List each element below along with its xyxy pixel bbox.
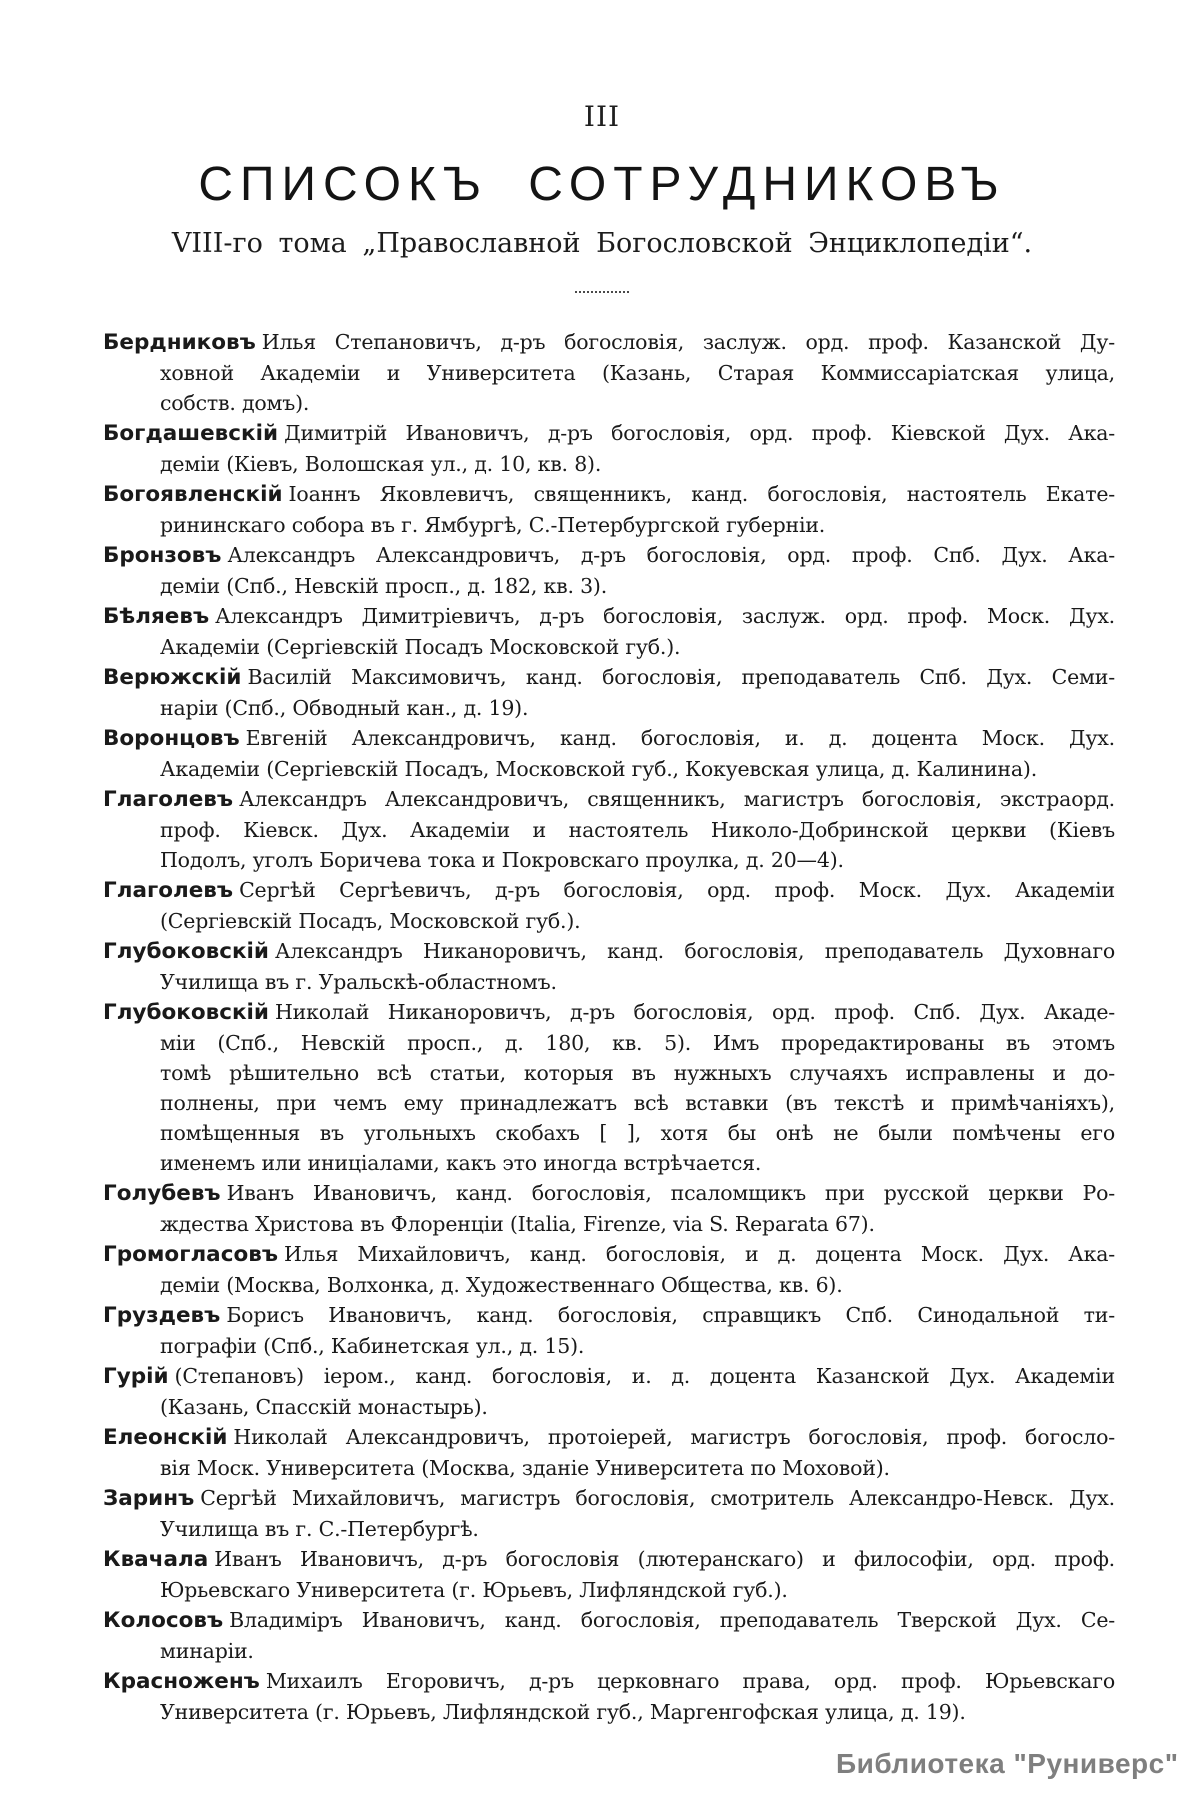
contributor-entry — [103, 1178, 1115, 1239]
contributor-entry — [103, 540, 1115, 601]
entry-line: Колосовъ Владиміръ Ивановичъ, канд. богословія, преподаватель Тверской Дух. Се- — [103, 1608, 1115, 1633]
contributor-entry — [103, 1605, 1115, 1666]
entry-line: рининскаго собора въ г. Ямбургѣ, С.-Петербургской губерніи. — [160, 513, 826, 537]
page-subtitle: VIII-го тома „Православной Богословской Энциклопедіи“. — [171, 228, 1033, 259]
entry-line: пографіи (Спб., Кабинетская ул., д. 15). — [160, 1334, 585, 1358]
entry-line: Подолъ, уголъ Боричева тока и Покровскаго проулка, д. 20—4). — [160, 848, 844, 872]
entry-line: Красноженъ Михаилъ Егоровичъ, д-ръ церковнаго права, орд. проф. Юрьевскаго — [103, 1669, 1115, 1694]
entry-line: Воронцовъ Евгеній Александровичъ, канд. богословія, и. д. доцента Моск. Дух. — [103, 726, 1115, 751]
contributor-name: Богдашевскій — [103, 421, 279, 446]
entry-line: ждества Христова въ Флоренціи (Italia, Firenze, via S. Reparata 67). — [160, 1212, 875, 1236]
contributor-list — [103, 327, 1115, 1727]
contributor-name: Бердниковъ — [103, 330, 256, 355]
contributor-entry — [103, 1483, 1115, 1544]
entry-line: проф. Кіевск. Дух. Академіи и настоятель Николо-Добринской церкви (Кіевъ — [160, 818, 1115, 842]
contributor-name: Красноженъ — [103, 1669, 260, 1694]
entry-line: Глубоковскій Александръ Никаноровичъ, канд. богословія, преподаватель Духовнаго — [103, 939, 1115, 964]
entry-line: Академіи (Сергіевскій Посадъ, Московской губ., Кокуевская улица, д. Калинина). — [160, 757, 1038, 781]
contributor-name: Колосовъ — [103, 1608, 224, 1633]
contributor-entry — [103, 1300, 1115, 1361]
entry-line: полнены, при чемъ ему принадлежатъ всѣ вставки (въ текстѣ и примѣчаніяхъ), — [160, 1091, 1115, 1115]
entry-line: Гурій (Степановъ) іером., канд. богословія, и. д. доцента Казанской Дух. Академіи — [103, 1364, 1115, 1389]
entry-line: (Казань, Спасскій монастырь). — [160, 1395, 488, 1419]
contributor-entry — [103, 1422, 1115, 1483]
entry-line: Университета (г. Юрьевъ, Лифляндской губ., Маргенгофская улица, д. 19). — [160, 1700, 966, 1724]
entry-line: Богоявленскій Іоаннъ Яковлевичъ, священникъ, канд. богословія, настоятель Екате- — [103, 482, 1115, 507]
entry-line: Училища въ г. Уральскѣ-областномъ. — [160, 970, 557, 994]
contributor-entry — [103, 1544, 1115, 1605]
contributor-entry — [103, 479, 1115, 540]
contributor-entry — [103, 936, 1115, 997]
contributor-entry — [103, 327, 1115, 418]
contributor-name: Богоявленскій — [103, 482, 283, 507]
entry-line: Академіи (Сергіевскій Посадъ Московской губ.). — [160, 635, 681, 659]
entry-line: ховной Академіи и Университета (Казань, Старая Коммиссаріатская улица, — [160, 361, 1115, 385]
contributor-name: Груздевъ — [103, 1303, 221, 1328]
contributor-name: Квачала — [103, 1547, 209, 1572]
contributor-entry — [103, 875, 1115, 936]
library-watermark: Библиотека "Руниверс" — [836, 1748, 1179, 1779]
contributor-entry — [103, 1666, 1115, 1727]
entry-line: помѣщенныя въ угольныхъ скобахъ [ ], хотя бы онѣ не были помѣчены его — [160, 1121, 1115, 1145]
contributor-entry — [103, 784, 1115, 875]
contributor-name: Глубоковскій — [103, 939, 269, 964]
entry-line: Богдашевскій Димитрій Ивановичъ, д-ръ богословія, орд. проф. Кіевской Дух. Ака- — [103, 421, 1115, 446]
contributor-name: Елеонскій — [103, 1425, 228, 1450]
entry-line: томѣ рѣшительно всѣ статьи, которыя въ нужныхъ случаяхъ исправлены и до- — [160, 1061, 1115, 1085]
section-divider — [575, 291, 629, 293]
entry-line: міи (Спб., Невскій просп., д. 180, кв. 5). Имъ проредактированы въ этомъ — [160, 1031, 1115, 1055]
entry-line: Бѣляевъ Александръ Димитріевичъ, д-ръ богословія, заслуж. орд. проф. Моск. Дух. — [103, 604, 1115, 629]
entry-line: наріи (Спб., Обводный кан., д. 19). — [160, 696, 529, 720]
entry-line: Бердниковъ Илья Степановичъ, д-ръ богословія, заслуж. орд. проф. Казанской Ду- — [103, 330, 1115, 355]
entry-line: деміи (Спб., Невскій просп., д. 182, кв. 3). — [160, 574, 608, 598]
contributor-name: Глаголевъ — [103, 878, 234, 903]
entry-line: Бронзовъ Александръ Александровичъ, д-ръ богословія, орд. проф. Спб. Дух. Ака- — [103, 543, 1115, 568]
entry-line: Юрьевскаго Университета (г. Юрьевъ, Лифляндской губ.). — [160, 1578, 788, 1602]
entry-line: (Сергіевскій Посадъ, Московской губ.). — [160, 909, 581, 933]
contributor-name: Воронцовъ — [103, 726, 240, 751]
contributor-entry — [103, 997, 1115, 1178]
entry-line: Голубевъ Иванъ Ивановичъ, канд. богословія, псаломщикъ при русской церкви Ро- — [103, 1181, 1115, 1206]
page-title: СПИСОКЪ СОТРУДНИКОВЪ — [198, 158, 1006, 211]
entry-line: минаріи. — [160, 1639, 254, 1663]
entry-line: Квачала Иванъ Ивановичъ, д-ръ богословія (лютеранскаго) и философіи, орд. проф. — [103, 1547, 1115, 1572]
entry-line: именемъ или иниціалами, какъ это иногда встрѣчается. — [160, 1151, 762, 1175]
entry-line: Глаголевъ Александръ Александровичъ, священникъ, магистръ богословія, экстраорд. — [103, 787, 1115, 812]
contributor-entry — [103, 662, 1115, 723]
contributor-name: Голубевъ — [103, 1181, 221, 1206]
entry-line: деміи (Кіевъ, Волошская ул., д. 10, кв. 8). — [160, 452, 602, 476]
entry-line: Громогласовъ Илья Михайловичъ, канд. богословія, и д. доцента Моск. Дух. Ака- — [103, 1242, 1115, 1267]
entry-line: вія Моск. Университета (Москва, зданіе Университета по Моховой). — [160, 1456, 890, 1480]
entry-line: Заринъ Сергѣй Михайловичъ, магистръ богословія, смотритель Александро-Невск. Дух. — [103, 1486, 1115, 1511]
contributor-name: Заринъ — [103, 1486, 195, 1511]
entry-line: Елеонскій Николай Александровичъ, протоіерей, магистръ богословія, проф. богосло- — [103, 1425, 1115, 1450]
entry-line: Груздевъ Борисъ Ивановичъ, канд. богословія, справщикъ Спб. Синодальной ти- — [103, 1303, 1115, 1328]
entry-line: Верюжскій Василій Максимовичъ, канд. богословія, преподаватель Спб. Дух. Семи- — [103, 665, 1115, 690]
entry-line: собств. домъ). — [160, 391, 310, 415]
page-number: III — [583, 100, 621, 133]
contributor-entry — [103, 723, 1115, 784]
contributor-name: Громогласовъ — [103, 1242, 278, 1267]
contributor-name: Глаголевъ — [103, 787, 234, 812]
entry-line: Училища въ г. С.-Петербургѣ. — [160, 1517, 479, 1541]
contributor-entry — [103, 601, 1115, 662]
contributor-entry — [103, 1239, 1115, 1300]
contributor-entry — [103, 1361, 1115, 1422]
contributor-name: Верюжскій — [103, 665, 242, 690]
contributor-name: Гурій — [103, 1364, 169, 1389]
entry-line: Глубоковскій Николай Никаноровичъ, д-ръ богословія, орд. проф. Спб. Дух. Акаде- — [103, 1000, 1115, 1025]
contributor-name: Глубоковскій — [103, 1000, 269, 1025]
entry-line: Глаголевъ Сергѣй Сергѣевичъ, д-ръ богословія, орд. проф. Моск. Дух. Академіи — [103, 878, 1115, 903]
contributor-entry — [103, 418, 1115, 479]
contributor-name: Бѣляевъ — [103, 604, 210, 629]
entry-line: деміи (Москва, Волхонка, д. Художественнаго Общества, кв. 6). — [160, 1273, 843, 1297]
contributor-name: Бронзовъ — [103, 543, 222, 568]
